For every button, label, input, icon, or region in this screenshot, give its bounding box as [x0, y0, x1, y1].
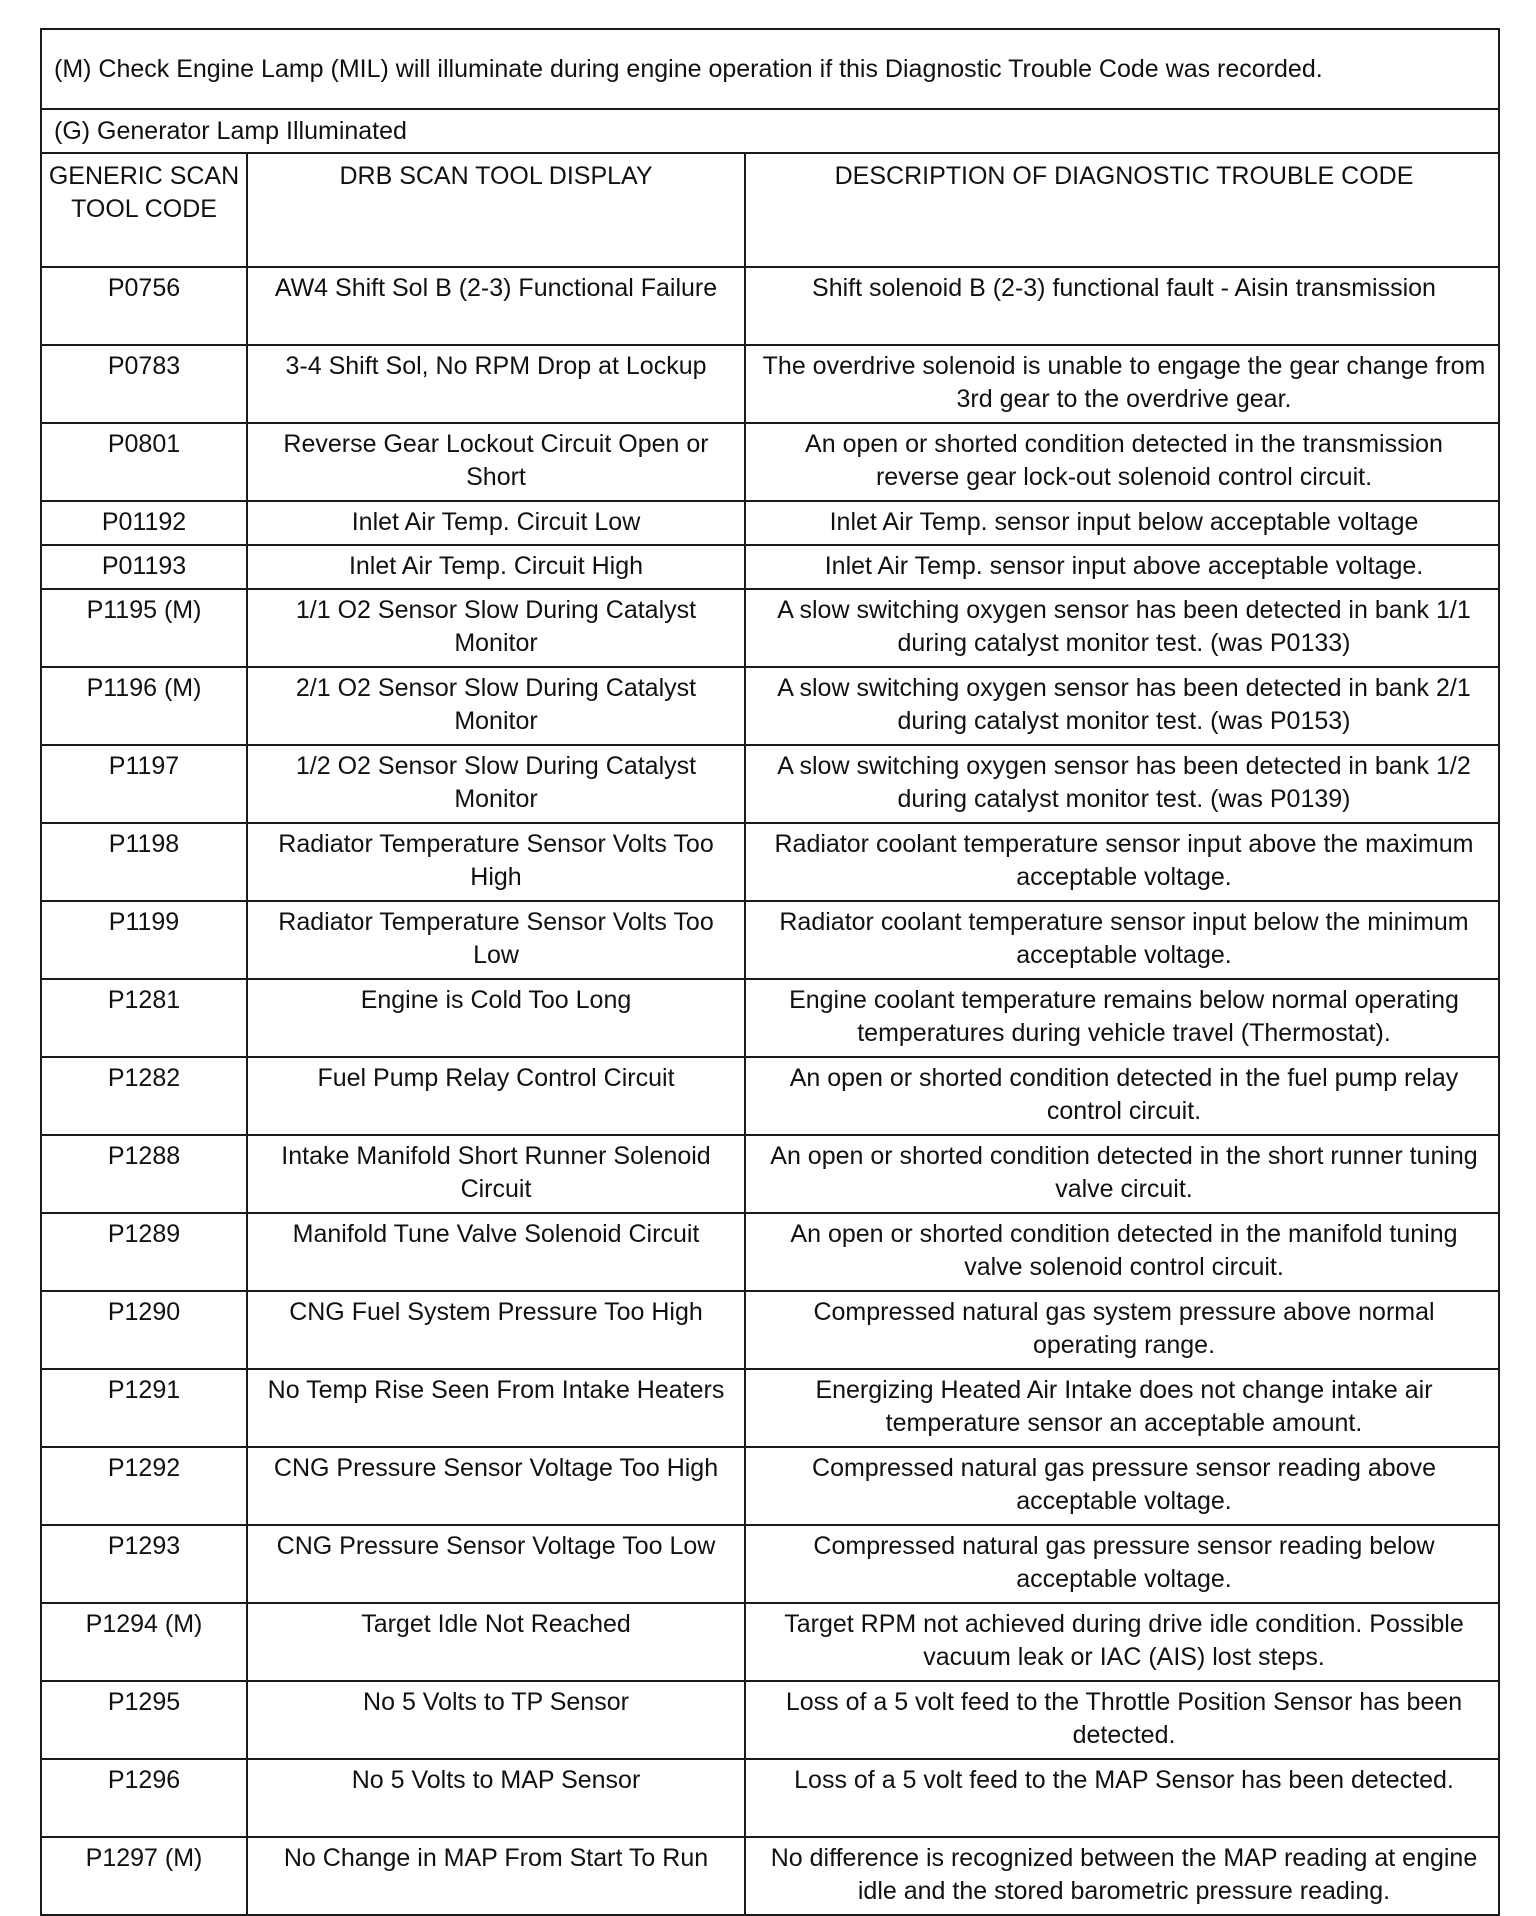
description-cell: A slow switching oxygen sensor has been detected in bank 1/1 during catalyst monitor test. (was P0133): [745, 589, 1499, 667]
code-cell: P1196 (M): [41, 667, 247, 745]
note-row-mil: [41, 29, 1499, 109]
table-row: [41, 1291, 1499, 1369]
table-row: [41, 501, 1499, 545]
table-row: [41, 545, 1499, 589]
code-cell: P1290: [41, 1291, 247, 1369]
header-description: DESCRIPTION OF DIAGNOSTIC TROUBLE CODE: [745, 153, 1499, 267]
display-cell: Engine is Cold Too Long: [247, 979, 745, 1057]
code-cell: P0756: [41, 267, 247, 345]
description-cell: Loss of a 5 volt feed to the Throttle Position Sensor has been detected.: [745, 1681, 1499, 1759]
code-cell: P01192: [41, 501, 247, 545]
note-generator: (G) Generator Lamp Illuminated: [41, 109, 1499, 153]
table-row: [41, 345, 1499, 423]
table-row: [41, 589, 1499, 667]
note-mil: (M) Check Engine Lamp (MIL) will illuminate during engine operation if this Diagnostic Trouble Code was recorded.: [41, 29, 1499, 109]
code-cell: P1195 (M): [41, 589, 247, 667]
display-cell: Intake Manifold Short Runner Solenoid Circuit: [247, 1135, 745, 1213]
description-cell: Inlet Air Temp. sensor input below acceptable voltage: [745, 501, 1499, 545]
code-cell: P1297 (M): [41, 1837, 247, 1915]
display-cell: No Change in MAP From Start To Run: [247, 1837, 745, 1915]
table-row: [41, 667, 1499, 745]
description-cell: An open or shorted condition detected in the transmission reverse gear lock-out solenoid control circuit.: [745, 423, 1499, 501]
display-cell: 3-4 Shift Sol, No RPM Drop at Lockup: [247, 345, 745, 423]
table-row: [41, 1135, 1499, 1213]
description-cell: A slow switching oxygen sensor has been detected in bank 1/2 during catalyst monitor test. (was P0139): [745, 745, 1499, 823]
table-row: [41, 1213, 1499, 1291]
display-cell: No Temp Rise Seen From Intake Heaters: [247, 1369, 745, 1447]
display-cell: AW4 Shift Sol B (2-3) Functional Failure: [247, 267, 745, 345]
display-cell: Fuel Pump Relay Control Circuit: [247, 1057, 745, 1135]
description-cell: Compressed natural gas pressure sensor reading above acceptable voltage.: [745, 1447, 1499, 1525]
table-row: [41, 1759, 1499, 1837]
dtc-document: [40, 28, 1498, 1916]
description-cell: Energizing Heated Air Intake does not change intake air temperature sensor an acceptable amount.: [745, 1369, 1499, 1447]
code-cell: P1288: [41, 1135, 247, 1213]
header-code: GENERIC SCAN TOOL CODE: [41, 153, 247, 267]
table-row: [41, 1603, 1499, 1681]
table-row: [41, 745, 1499, 823]
table-row: [41, 1369, 1499, 1447]
code-cell: P1295: [41, 1681, 247, 1759]
display-cell: 2/1 O2 Sensor Slow During Catalyst Monitor: [247, 667, 745, 745]
description-cell: Inlet Air Temp. sensor input above acceptable voltage.: [745, 545, 1499, 589]
display-cell: No 5 Volts to MAP Sensor: [247, 1759, 745, 1837]
description-cell: A slow switching oxygen sensor has been detected in bank 2/1 during catalyst monitor test. (was P0153): [745, 667, 1499, 745]
code-cell: P1199: [41, 901, 247, 979]
display-cell: CNG Fuel System Pressure Too High: [247, 1291, 745, 1369]
description-cell: The overdrive solenoid is unable to engage the gear change from 3rd gear to the overdrive gear.: [745, 345, 1499, 423]
description-cell: Compressed natural gas pressure sensor reading below acceptable voltage.: [745, 1525, 1499, 1603]
display-cell: Inlet Air Temp. Circuit Low: [247, 501, 745, 545]
code-cell: P1282: [41, 1057, 247, 1135]
description-cell: An open or shorted condition detected in the manifold tuning valve solenoid control circuit.: [745, 1213, 1499, 1291]
description-cell: Loss of a 5 volt feed to the MAP Sensor has been detected.: [745, 1759, 1499, 1837]
description-cell: Engine coolant temperature remains below normal operating temperatures during vehicle travel (Thermostat).: [745, 979, 1499, 1057]
table-row: [41, 979, 1499, 1057]
code-cell: P01193: [41, 545, 247, 589]
display-cell: Radiator Temperature Sensor Volts Too High: [247, 823, 745, 901]
code-cell: P1293: [41, 1525, 247, 1603]
note-row-generator: [41, 109, 1499, 153]
code-cell: P1296: [41, 1759, 247, 1837]
code-cell: P1198: [41, 823, 247, 901]
description-cell: An open or shorted condition detected in the fuel pump relay control circuit.: [745, 1057, 1499, 1135]
description-cell: Radiator coolant temperature sensor input below the minimum acceptable voltage.: [745, 901, 1499, 979]
dtc-table: [40, 28, 1500, 1916]
table-row: [41, 823, 1499, 901]
display-cell: Reverse Gear Lockout Circuit Open or Short: [247, 423, 745, 501]
header-display: DRB SCAN TOOL DISPLAY: [247, 153, 745, 267]
display-cell: 1/1 O2 Sensor Slow During Catalyst Monitor: [247, 589, 745, 667]
table-row: [41, 423, 1499, 501]
table-row: [41, 1837, 1499, 1915]
code-cell: P0801: [41, 423, 247, 501]
display-cell: 1/2 O2 Sensor Slow During Catalyst Monitor: [247, 745, 745, 823]
display-cell: Target Idle Not Reached: [247, 1603, 745, 1681]
code-cell: P1291: [41, 1369, 247, 1447]
code-cell: P1281: [41, 979, 247, 1057]
display-cell: CNG Pressure Sensor Voltage Too High: [247, 1447, 745, 1525]
description-cell: No difference is recognized between the MAP reading at engine idle and the stored barometric pressure reading.: [745, 1837, 1499, 1915]
table-row: [41, 901, 1499, 979]
display-cell: CNG Pressure Sensor Voltage Too Low: [247, 1525, 745, 1603]
code-cell: P0783: [41, 345, 247, 423]
description-cell: An open or shorted condition detected in the short runner tuning valve circuit.: [745, 1135, 1499, 1213]
code-cell: P1294 (M): [41, 1603, 247, 1681]
display-cell: Manifold Tune Valve Solenoid Circuit: [247, 1213, 745, 1291]
code-cell: P1289: [41, 1213, 247, 1291]
table-row: [41, 1525, 1499, 1603]
display-cell: No 5 Volts to TP Sensor: [247, 1681, 745, 1759]
description-cell: Compressed natural gas system pressure above normal operating range.: [745, 1291, 1499, 1369]
code-cell: P1197: [41, 745, 247, 823]
description-cell: Radiator coolant temperature sensor input above the maximum acceptable voltage.: [745, 823, 1499, 901]
code-cell: P1292: [41, 1447, 247, 1525]
description-cell: Shift solenoid B (2-3) functional fault - Aisin transmission: [745, 267, 1499, 345]
display-cell: Inlet Air Temp. Circuit High: [247, 545, 745, 589]
description-cell: Target RPM not achieved during drive idle condition. Possible vacuum leak or IAC (AIS) lost steps.: [745, 1603, 1499, 1681]
display-cell: Radiator Temperature Sensor Volts Too Low: [247, 901, 745, 979]
table-row: [41, 1057, 1499, 1135]
table-row: [41, 1447, 1499, 1525]
header-row: [41, 153, 1499, 267]
table-row: [41, 267, 1499, 345]
table-row: [41, 1681, 1499, 1759]
